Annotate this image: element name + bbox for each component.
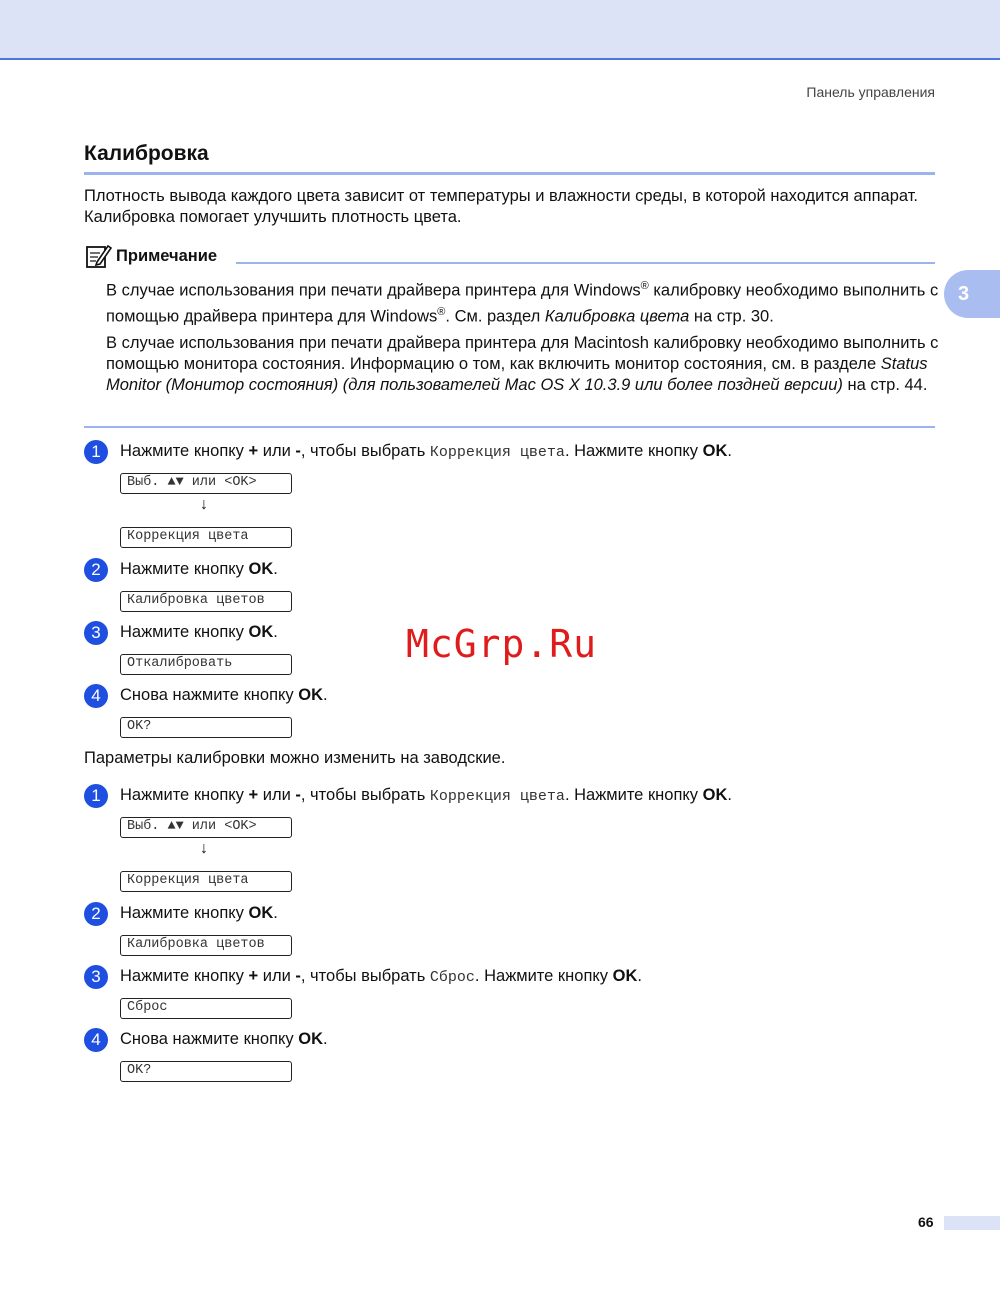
lcd-display: Коррекция цвета [120,527,292,548]
running-header: Панель управления [806,84,935,100]
link-color-calibration: Калибровка цвета [544,307,690,325]
page-number-tab [944,1216,1000,1230]
step-number: 1 [84,784,108,808]
step-instruction: Нажмите кнопку + или -, чтобы выбрать Коррекция цвета. Нажмите кнопку OK. [120,442,732,461]
down-arrow-icon: ↓ [200,840,208,857]
note-pencil-icon [84,242,112,270]
lcd-display: OK? [120,717,292,738]
step-instruction: Нажмите кнопку OK. [120,623,278,641]
step-instruction: Нажмите кнопку + или -, чтобы выбрать Сброс. Нажмите кнопку OK. [120,967,642,986]
step-number: 4 [84,1028,108,1052]
note-title: Примечание [116,247,218,265]
chapter-tab: 3 [944,270,1000,318]
link-status-monitor: Status Monitor (Монитор состояния) (для пользователей Mac OS X 10.3.9 или более поздней версии) [106,355,928,394]
lcd-display: Выб. ▲▼ или <OK> [120,817,292,838]
step-number: 1 [84,440,108,464]
lcd-display: Выб. ▲▼ или <OK> [120,473,292,494]
lcd-display: Сброс [120,998,292,1019]
note-bottom-divider [84,426,935,428]
step-number: 2 [84,558,108,582]
step-number: 3 [84,621,108,645]
note-divider [236,262,935,264]
step-instruction: Нажмите кнопку OK. [120,560,278,578]
note-paragraph-macintosh: В случае использования при печати драйвера принтера для Macintosh калибровку необходимо выполнить с помощью монитора состояния. Информацию о том, как включить монитор состояния, см. в разделе Status Monitor (Монитор состояния) (для пользователей Mac OS X 10.3.9 или более поздней версии) на стр. 44. [106,334,939,394]
lcd-display: Откалибровать [120,654,292,675]
lcd-display: Калибровка цветов [120,591,292,612]
step-number: 3 [84,965,108,989]
step-instruction: Снова нажмите кнопку OK. [120,1030,328,1048]
title-divider [84,172,935,175]
down-arrow-icon: ↓ [200,496,208,513]
note-paragraph-windows: В случае использования при печати драйвера принтера для Windows® калибровку необходимо выполнить с помощью драйвера принтера для Windows®. См. раздел Калибровка цвета на стр. 30. [106,280,939,325]
lcd-display: Коррекция цвета [120,871,292,892]
page-title: Калибровка [84,142,209,165]
step-number: 2 [84,902,108,926]
step-number: 4 [84,684,108,708]
lcd-display: Калибровка цветов [120,935,292,956]
lcd-display: OK? [120,1061,292,1082]
step-instruction: Нажмите кнопку OK. [120,904,278,922]
page-number: 66 [918,1214,934,1230]
top-band [0,0,1000,60]
watermark: McGrp.Ru [406,622,598,666]
reset-intro-paragraph: Параметры калибровки можно изменить на заводские. [84,749,506,767]
step-instruction: Снова нажмите кнопку OK. [120,686,328,704]
intro-paragraph: Плотность вывода каждого цвета зависит от температуры и влажности среды, в которой находится аппарат. Калибровка помогает улучшить плотность цвета. [84,187,919,226]
step-instruction: Нажмите кнопку + или -, чтобы выбрать Коррекция цвета. Нажмите кнопку OK. [120,786,732,805]
